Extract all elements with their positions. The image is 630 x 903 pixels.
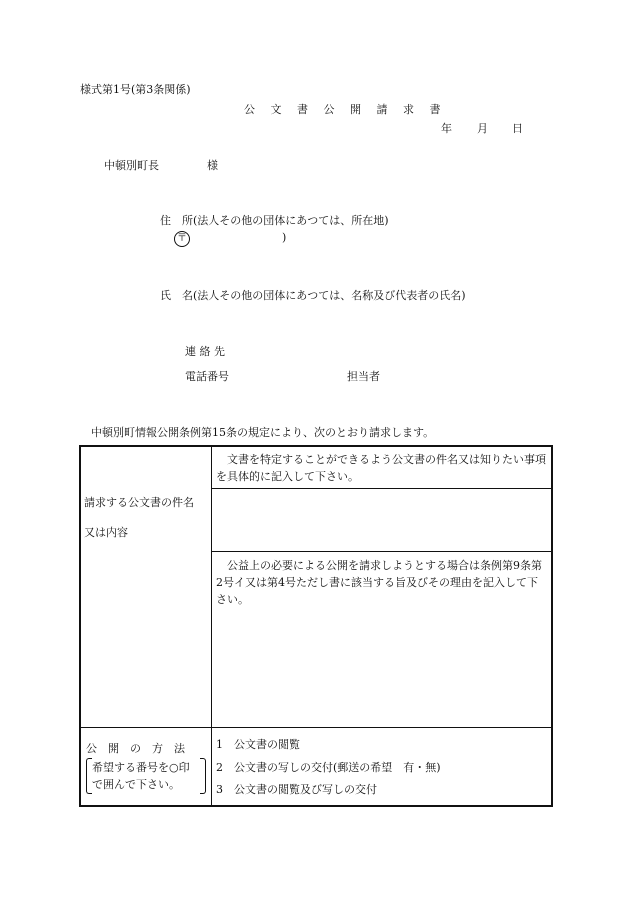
name-label: 氏 名(法人その他の団体にあつては、名称及び代表者の氏名): [160, 289, 466, 302]
address-label: 住 所(法人その他の団体にあつては、所在地): [160, 214, 389, 227]
date-day: 日: [512, 122, 523, 135]
contact-label: 連 絡 先: [185, 345, 225, 358]
table-row-divider: [211, 551, 553, 552]
phone-label: 電話番号: [185, 370, 229, 383]
public-interest-instruction: 公益上の必要による公開を請求しようとする場合は条例第9条第2号イ又は第4号ただし書に該当する旨及びその理由を記入して下さい。: [216, 559, 542, 606]
document-name-instruction: 文書を特定することができるよう公文書の件名又は知りたい事項を具体的に記入して下さい。: [216, 453, 546, 483]
document-name-label: 請求する公文書の件名: [84, 496, 194, 509]
option-1[interactable]: 1 公文書の閲覧: [216, 738, 300, 751]
document-content-label: 又は内容: [84, 526, 128, 539]
addressee-honorific: 様: [207, 159, 218, 172]
date-year: 年: [441, 122, 452, 135]
person-in-charge-label: 担当者: [347, 370, 380, 383]
disclosure-method-note-line1: 希望する番号を○印: [92, 761, 190, 774]
disclosure-method-note-line2: で囲んで下さい。: [92, 778, 180, 791]
form-number: 様式第1号(第3条関係): [80, 83, 191, 96]
disclosure-method-note: [86, 758, 206, 794]
document-title: 公 文 書 公 開 請 求 書: [244, 103, 447, 116]
option-2[interactable]: 2 公文書の写しの交付(郵送の希望 有・無): [216, 761, 441, 774]
option-3[interactable]: 3 公文書の閲覧及び写しの交付: [216, 783, 377, 796]
postal-mark-icon: 〒: [174, 231, 190, 247]
document-name-input[interactable]: [212, 489, 553, 551]
date-month: 月: [477, 122, 488, 135]
disclosure-method-label: 公 開 の 方 法: [86, 742, 185, 755]
address-close-paren: ): [282, 231, 287, 244]
addressee-name: 中頓別町長: [104, 159, 159, 172]
request-statement: 中頓別町情報公開条例第15条の規定により、次のとおり請求します。: [91, 426, 435, 439]
table-row-divider: [79, 727, 553, 728]
